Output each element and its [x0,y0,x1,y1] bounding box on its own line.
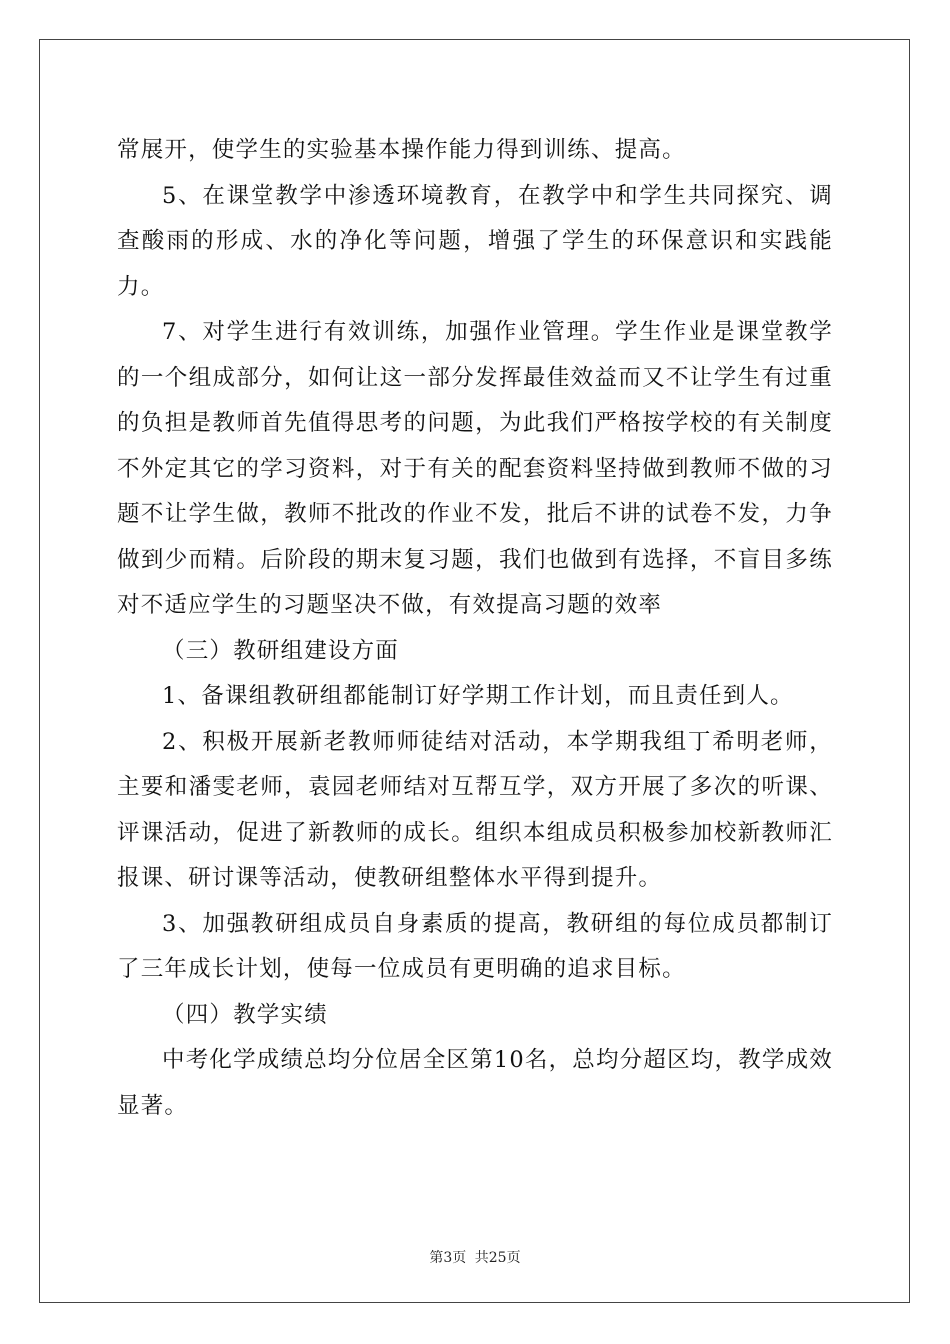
paragraph-6: 3、加强教研组成员自身素质的提高，教研组的每位成员都制订了三年成长计划，使每一位成员有更明确的追求目标。 [117,910,833,982]
paragraph-4: 1、备课组教研组都能制订好学期工作计划，而且责任到人。 [162,683,794,709]
section-heading-4: （四）教学实绩 [162,1001,328,1028]
paragraph-2: 5、在课堂教学中渗透环境教育，在教学中和学生共同探究、调查酸雨的形成、水的净化等问题，增强了学生的环保意识和实践能力。 [117,182,833,300]
page-number: 第3页 [429,1250,467,1266]
page-footer [0,1247,950,1267]
document-body [117,128,833,1129]
paragraph-1: 常展开，使学生的实验基本操作能力得到训练、提高。 [117,137,686,163]
paragraph-5: 2、积极开展新老教师师徒结对活动，本学期我组丁希明老师，主要和潘雯老师，袁园老师结对互帮互学，双方开展了多次的听课、评课活动，促进了新教师的成长。组织本组成员积极参加校新教师汇报课、研讨课等活动，使教研组整体水平得到提升。 [117,728,833,891]
paragraph-3: 7、对学生进行有效训练，加强作业管理。学生作业是课堂教学的一个组成部分，如何让这一部分发挥最佳效益而又不让学生有过重的负担是教师首先值得思考的问题，为此我们严格按学校的有关制度不外定其它的学习资料，对于有关的配套资料坚持做到教师不做的习题不让学生做，教师不批改的作业不发，批后不讲的试卷不发，力争做到少而精。后阶段的期末复习题，我们也做到有选择，不盲目多练对不适应学生的习题坚决不做，有效提高习题的效率 [117,319,833,618]
paragraph-7: 中考化学成绩总均分位居全区第10名，总均分超区均，教学成效显著。 [117,1047,833,1119]
page-total: 共25页 [474,1250,521,1266]
section-heading-3: （三）教研组建设方面 [162,637,400,664]
